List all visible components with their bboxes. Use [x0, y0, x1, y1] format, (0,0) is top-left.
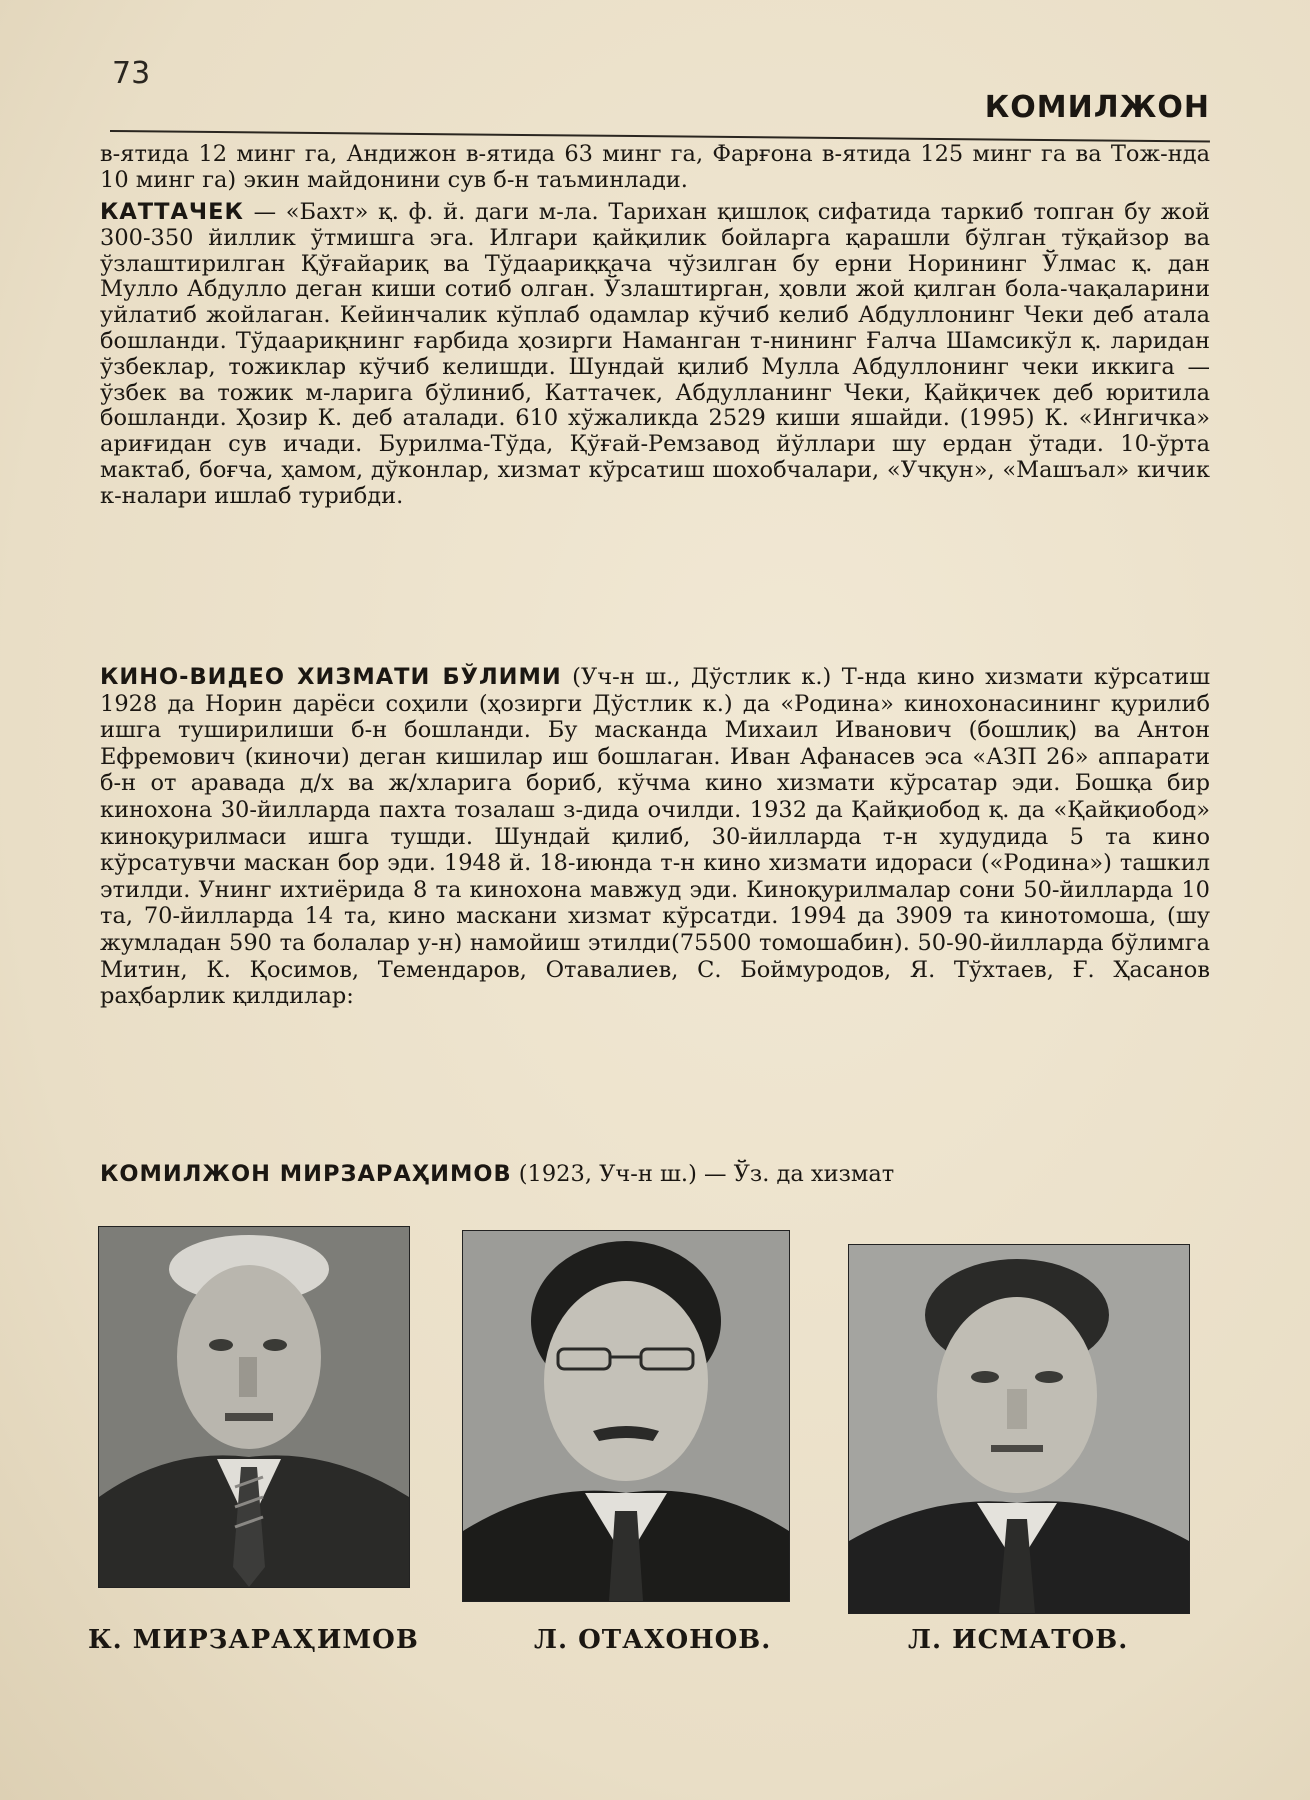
article-kattachek: [100, 200, 1210, 510]
portrait-image: [463, 1231, 789, 1601]
portrait-caption: К. МИРЗАРАҲИМОВ: [88, 1625, 419, 1655]
portrait-photo: [98, 1226, 410, 1588]
article-text: (1923, Уч-н ш.) — Ўз. да хизмат: [511, 1161, 895, 1187]
article-term: КИНО-ВИДЕО ХИЗМАТИ БЎЛИМИ: [100, 664, 562, 690]
page-header: [110, 50, 1210, 140]
article-intro: [100, 142, 1210, 194]
running-head: КОМИЛЖОН: [984, 90, 1210, 125]
article-kino: [100, 664, 1210, 1010]
article-komil: [100, 1162, 1210, 1188]
article-term: КОМИЛЖОН МИРЗАРАҲИМОВ: [100, 1161, 512, 1187]
portrait-gallery: [88, 1220, 1218, 1655]
article-text: в-ятида 12 минг га, Андижон в-ятида 63 минг га, Фарғона в-ятида 125 минг га ва Тож-нда 10 минг га) экин майдонини сув б-н таъминлади.: [100, 141, 1210, 193]
article-paragraph: [100, 664, 1210, 1010]
portrait-photo: [848, 1244, 1190, 1614]
article-text: (Уч-н ш., Дўстлик к.) Т-нда кино хизмати кўрсатиш 1928 да Норин дарёси соҳили (ҳозирги Дўстлик к.) да «Родина» кинохонасининг қурилиб ишга туширилиши б-н бошланди. Бу масканда Михаил Иванович (бошлиқ) ва Антон Ефремович (киночи) деган кишилар иш бошлаган. Иван Афанасев эса «АЗП 26» аппарати б-н от аравада д/х ва ж/хларига бориб, кўчма кино хизмати кўрсатар эди. Бошқа бир кинохона 30-йилларда пахта тозалаш з-дида очилди. 1932 да Қайқиобод қ. да «Қайқиобод» киноқурилмаси ишга тушди. Шундай қилиб, 30-йилларда т-н худудида 5 та кино кўрсатувчи маскан бор эди. 1948 й. 18-июнда т-н кино хизмати идораси («Родина») ташкил этилди. Унинг ихтиёрида 8 та кинохона мавжуд эди. Киноқурилмалар сони 50-йилларда 10 та, 70-йилларда 14 та, кино маскани хизмат кўрсатди. 1994 да 3909 та кинотомоша, (шу жумладан 590 та болалар у-н) намойиш этилди(75500 томошабин). 50-90-йилларда бўлимга Митин, К. Қосимов, Темендаров, Отавалиев, С. Боймуродов, Я. Тўхтаев, Ғ. Ҳасанов раҳбарлик қилдилар:: [100, 664, 1210, 1010]
article-paragraph: [100, 1162, 1210, 1188]
portrait-photo: [462, 1230, 790, 1602]
portrait-image: [99, 1227, 409, 1587]
portrait-image: [849, 1245, 1189, 1613]
portrait-caption: Л. ИСМАТОВ.: [908, 1625, 1129, 1655]
article-text: — «Бахт» қ. ф. й. даги м-ла. Тарихан қишлоқ сифатида таркиб топган бу жой 300-350 йиллик ўтмишга эга. Илгари қайқилик бойларга қарашли бўлган тўқайзор ва ўзлаштирилган Қўғайариқ ва Тўдаариққача чўзилган бу ерни Норининг Ўлмас қ. дан Мулло Абдулло деган киши сотиб олган. Ўзлаштирган, ҳовли жой қилган бола-чақаларини уйлатиб жойлаган. Кейинчалик кўплаб одамлар кўчиб келиб Абдуллонинг Чеки деб атала бошланди. Тўдаариқнинг ғарбида ҳозирги Наманган т-нининг Ғалча Шамсикўл қ. ларидан ўзбеклар, тожиклар кўчиб келишди. Шундай қилиб Мулла Абдуллонинг чеки иккига — ўзбек ва тожик м-ларига бўлиниб, Каттачек, Абдулланинг Чеки, Қайқичек деб юритила бошланди. Ҳозир К. деб аталади. 610 хўжаликда 2529 киши яшайди. (1995) К. «Ингичка» ариғидан сув ичади. Бурилма-Тўда, Қўғай-Ремзавод йўллари шу ердан ўтади. 10-ўрта мактаб, боғча, ҳамом, дўконлар, хизмат кўрсатиш шохобчалари, «Учқун», «Машъал» кичик к-налари ишлаб турибди.: [100, 199, 1210, 509]
portrait-caption: Л. ОТАХОНОВ.: [534, 1625, 772, 1655]
page-number: 73: [112, 56, 151, 91]
article-term: КАТТАЧЕК: [100, 199, 244, 225]
article-paragraph: [100, 200, 1210, 510]
